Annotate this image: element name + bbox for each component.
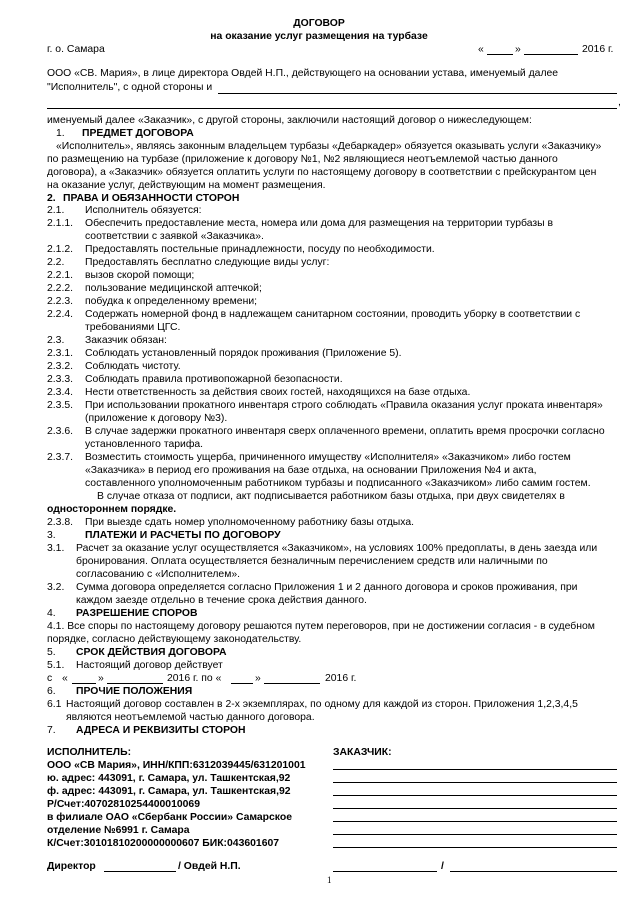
s6-title: ПРОЧИЕ ПОЛОЖЕНИЯ [76, 686, 193, 697]
s5-number: 5. [47, 647, 56, 658]
clause-number: 2.1.1. [47, 218, 73, 229]
executor-signature-blank [104, 871, 176, 872]
clause-text: (приложение к договору №3). [85, 413, 228, 424]
clause-text: требованиями ЦГС. [85, 322, 181, 333]
clause-number: 2.2.1. [47, 270, 73, 281]
clause-6-1-line-1: Настоящий договор составлен в 2-х экземплярах, по одному для каждой из сторон. Приложения 1,2,3,4,5 [66, 699, 578, 710]
clause-number: 2.1. [47, 205, 65, 216]
clause-text: Исполнитель обязуется: [85, 205, 202, 216]
s6-number: 6. [47, 686, 56, 697]
clause-number: 2.3.5. [47, 400, 73, 411]
date-mid-quote: » [515, 44, 521, 55]
executor-line: отделение №6991 г. Самара [47, 825, 190, 836]
customer-detail-blank [333, 795, 617, 796]
executor-label: ИСПОЛНИТЕЛЬ: [47, 747, 132, 758]
executor-line: ю. адрес: 443091, г. Самара, ул. Ташкентская,92 [47, 773, 291, 784]
clause-text: При использовании прокатного инвентаря строго соблюдать «Правила оказания услуг проката инвентаря» [85, 400, 603, 411]
term-q1: « [62, 673, 68, 684]
clause-number: 2.2.4. [47, 309, 73, 320]
clause-text: Предоставлять бесплатно следующие виды услуг: [85, 257, 330, 268]
intro-line-1: ООО «СВ. Мария», в лице директора Овдей Н.П., действующего на основании устава, именуемый далее [47, 68, 559, 79]
clause-text: вызов скорой помощи; [85, 270, 195, 281]
customer-detail-blank [333, 821, 617, 822]
clause-2-3-7-cont-4: одностороннем порядке. [47, 504, 177, 515]
term-y2: 2016 г. [325, 673, 357, 684]
clause-text: установленного тарифа. [85, 439, 204, 450]
clause-number: 2.3.8. [47, 517, 73, 528]
executor-line: в филиале ОАО «Сбербанк России» Самарское [47, 812, 292, 823]
clause-text: Содержать номерной фонд в надлежащем санитарном состоянии, проводить уборку в соответствии с [85, 309, 581, 320]
clause-number: 2.3.4. [47, 387, 73, 398]
s2-title: ПРАВА И ОБЯЗАННОСТИ СТОРОН [63, 193, 240, 204]
s1-number: 1. [56, 128, 65, 139]
customer-detail-blank [333, 782, 617, 783]
customer-signature-blank [333, 871, 437, 872]
executor-line: Р/Счет:40702810254400010069 [47, 799, 200, 810]
term-start-month-blank [107, 683, 163, 684]
clause-number: 2.3.6. [47, 426, 73, 437]
s2-number: 2. [47, 193, 56, 204]
clause-3-1-line-3: согласованию с «Исполнителем». [76, 569, 241, 580]
clause-number: 2.3.7. [47, 452, 73, 463]
clause-text: Соблюдать установленный порядок проживания (Приложение 5). [85, 348, 402, 359]
clause-text: Предоставлять постельные принадлежности, посуду по необходимости. [85, 244, 435, 255]
executor-sign-name: / Овдей Н.П. [178, 861, 241, 872]
clause-3-2-line-1: Сумма договора определяется согласно Приложения 1 и 2 данного договора и сроков проживания, при [76, 582, 578, 593]
clause-text: побудка к определенному времени; [85, 296, 258, 307]
city: г. о. Самара [47, 44, 105, 55]
executor-line: ООО «СВ Мария», ИНН/КПП:6312039445/631201001 [47, 760, 306, 771]
customer-name-blank-2 [47, 108, 617, 109]
clause-3-1-line-2: бронирования. Оплата осуществляется безналичным перечислением средств или наличными по [76, 556, 548, 567]
s1-para-1: «Исполнитель», являясь законным владельцем турбазы «Дебаркадер» обязуется оказывать услуги «Заказчику» [56, 141, 602, 152]
customer-sign-sep: / [441, 861, 444, 872]
intro-line-3: именуемый далее «Заказчик», с другой стороны, заключили настоящий договор о нижеследующем: [47, 115, 532, 126]
customer-name-blank [450, 871, 617, 872]
clause-number: 2.2.3. [47, 296, 73, 307]
s4-number: 4. [47, 608, 56, 619]
customer-label: ЗАКАЗЧИК: [333, 747, 392, 758]
clause-text: В случае отказа от подписи, акт подписывается работником базы отдыха, при двух свидетелях в [97, 491, 565, 502]
date-year: 2016 г. [582, 44, 614, 55]
page-number: 1 [327, 875, 332, 885]
clause-text: При выезде сдать номер уполномоченному работнику базы отдыха. [85, 517, 414, 528]
clause-number: 2.3.3. [47, 374, 73, 385]
clause-text: Соблюдать правила противопожарной безопасности. [85, 374, 343, 385]
executor-line: К/Счет:30101810200000000607 БИК:043601607 [47, 838, 280, 849]
clause-6-1-line-2: являются неотъемлемой частью данного договора. [66, 712, 315, 723]
s3-number: 3. [47, 530, 56, 541]
term-end-month-blank [264, 683, 320, 684]
term-q3: » [255, 673, 261, 684]
s4-para-2: порядке, согласно действующему законодательству. [47, 634, 302, 645]
clause-6-1-number: 6.1 [47, 699, 62, 710]
s4-para-1: 4.1. Все споры по настоящему договору решаются путем переговоров, при не достижении согласия - в судебном [47, 621, 595, 632]
clause-number: 2.2.2. [47, 283, 73, 294]
clause-text: Соблюдать чистоту. [85, 361, 181, 372]
s1-para-2: по размещению на турбазе (приложение к договору №1, №2 являющиеся неотъемлемой частью данного [47, 154, 558, 165]
term-from: с [47, 673, 53, 684]
clause-5-1-text: Настоящий договор действует [76, 660, 223, 671]
clause-number: 2.3.1. [47, 348, 73, 359]
s1-para-4: на оказание услуг, действующим на момент размещения. [47, 180, 326, 191]
clause-number: 2.2. [47, 257, 65, 268]
clause-3-2-line-2: каждом заезде отдельно в течение срока действия данного. [76, 595, 367, 606]
date-day-blank [487, 54, 513, 55]
executor-line: ф. адрес: 443091, г. Самара, ул. Ташкентская,92 [47, 786, 291, 797]
clause-text: пользование медицинской аптечкой; [85, 283, 262, 294]
customer-detail-blank [333, 847, 617, 848]
clause-number: 2.3. [47, 335, 65, 346]
clause-text: Возместить стоимость ущерба, причиненного имуществу «Исполнителя» «Заказчиком» либо гостем [85, 452, 571, 463]
clause-number: 2.1.2. [47, 244, 73, 255]
s7-number: 7. [47, 725, 56, 736]
term-start-day-blank [72, 683, 96, 684]
s1-para-3: договора), а «Заказчик» обязуется оплатить услуги по настоящему договору в соответствии с прейскурантом цен [47, 167, 597, 178]
customer-name-blank-1 [218, 93, 617, 94]
clause-text: Нести ответственность за действия своих гостей, находящихся на базе отдыха. [85, 387, 471, 398]
term-y1: 2016 г. по « [167, 673, 222, 684]
executor-sign-label: Директор [47, 861, 96, 872]
doc-subtitle: на оказание услуг размещения на турбазе [210, 31, 428, 42]
clause-3-2-number: 3.2. [47, 582, 65, 593]
clause-text: составленного уполномоченным работником турбазы и подписанного «Заказчиком» либо самим гостем. [85, 478, 591, 489]
s5-title: СРОК ДЕЙСТВИЯ ДОГОВОРА [76, 647, 227, 658]
clause-3-1-number: 3.1. [47, 543, 65, 554]
s3-title: ПЛАТЕЖИ И РАСЧЕТЫ ПО ДОГОВОРУ [85, 530, 281, 541]
clause-3-1-line-1: Расчет за оказание услуг осуществляется «Заказчиком», на условиях 100% предоплаты, в день заезда или [76, 543, 598, 554]
s4-title: РАЗРЕШЕНИЕ СПОРОВ [76, 608, 198, 619]
clause-number: 2.3.2. [47, 361, 73, 372]
intro-line-2: "Исполнитель", с одной стороны и [47, 82, 213, 93]
customer-detail-blank [333, 769, 617, 770]
term-end-day-blank [231, 683, 253, 684]
date-month-blank [524, 54, 578, 55]
clause-text: соответствии с заявкой «Заказчика». [85, 231, 264, 242]
term-q2: » [98, 673, 104, 684]
intro-comma: , [618, 97, 621, 108]
customer-detail-blank [333, 808, 617, 809]
customer-detail-blank [333, 834, 617, 835]
s7-title: АДРЕСА И РЕКВИЗИТЫ СТОРОН [76, 725, 246, 736]
clause-text: Заказчик обязан: [85, 335, 167, 346]
s1-title: ПРЕДМЕТ ДОГОВОРА [82, 128, 194, 139]
doc-title: ДОГОВОР [293, 18, 345, 29]
date-open-quote: « [478, 44, 484, 55]
clause-text: Обеспечить предоставление места, номера или дома для размещения на территории турбазы в [85, 218, 554, 229]
clause-text: В случае задержки прокатного инвентаря сверх оплаченного времени, оплатить время просрочки согласно [85, 426, 605, 437]
clause-text: «Заказчика» в период его проживания на базе отдыха, на основании Приложения №4 и акта, [85, 465, 537, 476]
clause-5-1-number: 5.1. [47, 660, 65, 671]
